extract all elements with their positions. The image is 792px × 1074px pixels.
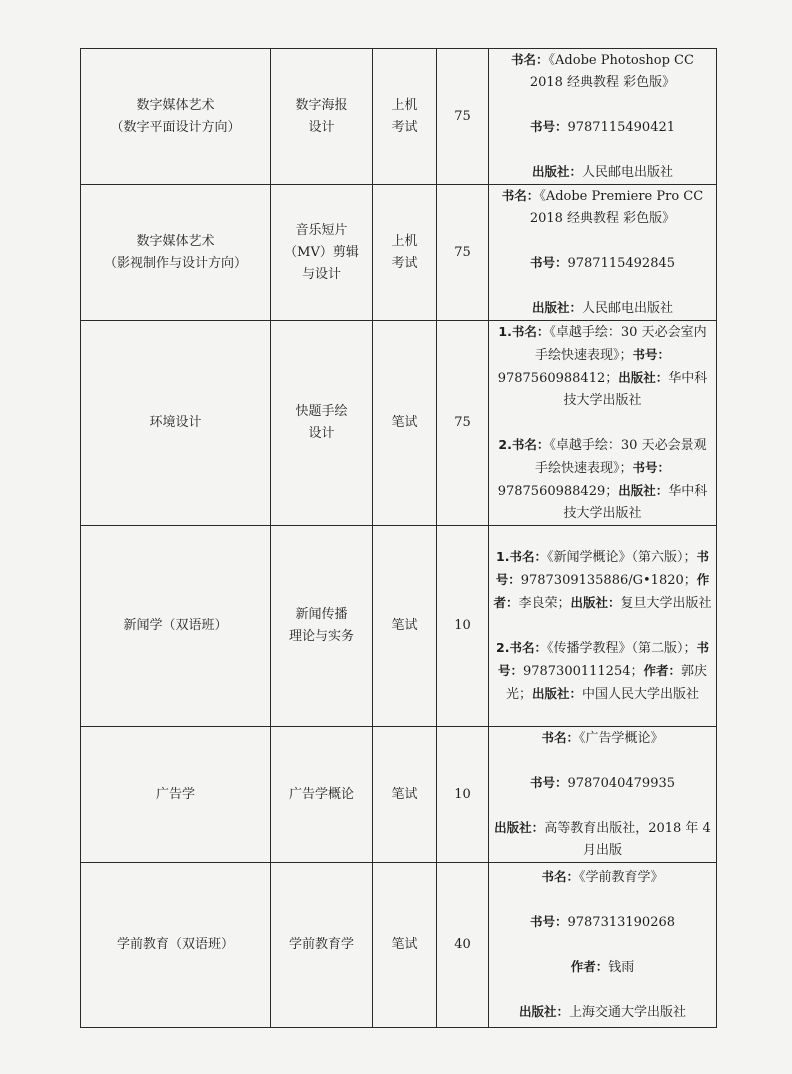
course-cell: 数字海报 设计 xyxy=(271,49,373,185)
book-number: 2. xyxy=(496,640,510,655)
major-cell: 环境设计 xyxy=(81,321,271,526)
title-label: 书名： xyxy=(511,437,550,452)
score-cell: 40 xyxy=(437,863,489,1028)
book-author: 钱雨 xyxy=(608,960,635,975)
course-cell: 音乐短片 （MV）剪辑 与设计 xyxy=(271,185,373,321)
isbn-label: 书号： xyxy=(529,775,568,790)
book-publisher: 中国人民大学出版社 xyxy=(582,687,700,702)
book-title-line xyxy=(493,185,712,230)
textbook-cell xyxy=(489,321,717,526)
isbn-label: 书号： xyxy=(529,119,568,134)
table-row xyxy=(81,321,717,526)
book-title-line xyxy=(493,866,712,889)
book-publisher: 华中科技大学出版社 xyxy=(563,371,708,408)
textbook-cell xyxy=(489,863,717,1028)
course-cell: 快题手绘 设计 xyxy=(271,321,373,526)
table-row xyxy=(81,863,717,1028)
publisher-label: 出版社： xyxy=(531,300,582,315)
isbn-label: 书号： xyxy=(632,460,671,475)
book-publisher: 人民邮电出版社 xyxy=(582,301,674,316)
title-label: 书名： xyxy=(541,869,579,884)
book-title-line xyxy=(493,727,712,750)
course-cell: 新闻传播 理论与实务 xyxy=(271,526,373,727)
title-label: 书名： xyxy=(509,549,547,564)
book-title: 《广告学概论》 xyxy=(579,731,664,746)
isbn-label: 书号： xyxy=(529,914,568,929)
textbook-cell xyxy=(489,185,717,321)
title-label: 书名： xyxy=(509,640,547,655)
book-author: 李良荣； xyxy=(518,596,571,611)
isbn-label: 书号： xyxy=(497,640,709,678)
book-title: 《Adobe Premiere Pro CC 2018 经典教程 彩色版》 xyxy=(529,189,704,226)
book-title: 《传播学教程》（第二版）； xyxy=(546,641,697,656)
book-isbn: 9787560988429； xyxy=(497,484,619,499)
book-isbn: 9787115490421 xyxy=(567,120,676,135)
exam-method-cell: 笔试 xyxy=(373,727,437,863)
major-cell: 新闻学（双语班） xyxy=(81,526,271,727)
book-title-line xyxy=(493,49,712,94)
book-isbn-line xyxy=(493,772,712,795)
major-cell: 数字媒体艺术 （数字平面设计方向） xyxy=(81,49,271,185)
exam-method-cell: 上机 考试 xyxy=(373,185,437,321)
book-isbn: 9787115492845 xyxy=(567,256,676,271)
book-title: 《卓越手绘：30 天必会景观手绘快速表现》； xyxy=(534,438,707,476)
book-publisher: 上海交通大学出版社 xyxy=(569,1005,687,1020)
book-isbn: 9787300111254； xyxy=(522,664,644,679)
author-label: 作者： xyxy=(493,572,710,610)
book-entry xyxy=(493,637,712,706)
title-label: 书名： xyxy=(541,730,579,745)
book-publisher: 人民邮电出版社 xyxy=(582,165,674,180)
book-isbn: 9787560988412； xyxy=(497,371,619,386)
textbook-cell xyxy=(489,727,717,863)
score-cell: 75 xyxy=(437,185,489,321)
isbn-label: 书号： xyxy=(529,255,568,270)
isbn-label: 书号： xyxy=(632,347,671,362)
major-cell: 数字媒体艺术 （影视制作与设计方向） xyxy=(81,185,271,321)
table-row xyxy=(81,526,717,727)
table-row xyxy=(81,727,717,863)
publisher-label: 出版社： xyxy=(618,483,669,498)
course-cell: 广告学概论 xyxy=(271,727,373,863)
book-isbn: 9787313190268 xyxy=(567,915,676,930)
score-cell: 10 xyxy=(437,526,489,727)
book-title: 《Adobe Photoshop CC 2018 经典教程 彩色版》 xyxy=(529,53,694,90)
score-cell: 10 xyxy=(437,727,489,863)
book-publisher-line xyxy=(493,297,712,320)
book-entry xyxy=(493,321,712,412)
book-isbn-line xyxy=(493,252,712,275)
exam-method-cell: 笔试 xyxy=(373,863,437,1028)
table-row xyxy=(81,185,717,321)
author-label: 作者： xyxy=(570,959,609,974)
major-cell: 学前教育（双语班） xyxy=(81,863,271,1028)
major-cell: 广告学 xyxy=(81,727,271,863)
exam-method-cell: 笔试 xyxy=(373,526,437,727)
book-publisher: 复旦大学出版社 xyxy=(620,596,712,611)
book-number: 1. xyxy=(498,324,512,339)
publisher-label: 出版社： xyxy=(494,820,545,835)
title-label: 书名： xyxy=(511,324,550,339)
table-row xyxy=(81,49,717,185)
publisher-label: 出版社： xyxy=(618,370,669,385)
book-title: 《卓越手绘：30 天必会室内手绘快速表现》； xyxy=(534,325,707,363)
course-cell: 学前教育学 xyxy=(271,863,373,1028)
book-publisher-line xyxy=(493,817,712,862)
exam-method-cell: 上机 考试 xyxy=(373,49,437,185)
book-entry xyxy=(493,546,712,615)
book-publisher: 华中科技大学出版社 xyxy=(563,484,708,521)
book-author-line xyxy=(493,956,712,979)
book-isbn: 9787040479935 xyxy=(567,776,676,791)
title-label: 书名： xyxy=(501,188,540,203)
book-publisher: 高等教育出版社，2018 年 4 月出版 xyxy=(544,821,711,858)
book-title: 《学前教育学》 xyxy=(579,870,664,885)
isbn-label: 书号： xyxy=(495,549,709,587)
textbook-cell xyxy=(489,49,717,185)
book-isbn-line xyxy=(493,911,712,934)
publisher-label: 出版社： xyxy=(518,1004,569,1019)
textbook-cell xyxy=(489,526,717,727)
title-label: 书名： xyxy=(511,52,549,67)
publisher-label: 出版社： xyxy=(531,164,582,179)
book-number: 1. xyxy=(496,549,510,564)
exam-course-table xyxy=(80,48,717,1028)
book-publisher-line xyxy=(493,1001,712,1024)
book-publisher-line xyxy=(493,161,712,184)
publisher-label: 出版社： xyxy=(531,686,582,701)
book-isbn: 9787309135886/G•1820； xyxy=(520,573,697,588)
score-cell: 75 xyxy=(437,321,489,526)
exam-method-cell: 笔试 xyxy=(373,321,437,526)
score-cell: 75 xyxy=(437,49,489,185)
book-author: 郭庆光； xyxy=(505,664,708,702)
book-isbn-line xyxy=(493,116,712,139)
book-entry xyxy=(493,434,712,525)
book-number: 2. xyxy=(498,437,512,452)
publisher-label: 出版社： xyxy=(570,595,621,610)
book-title: 《新闻学概论》（第六版）； xyxy=(546,550,697,565)
author-label: 作者： xyxy=(643,663,682,678)
